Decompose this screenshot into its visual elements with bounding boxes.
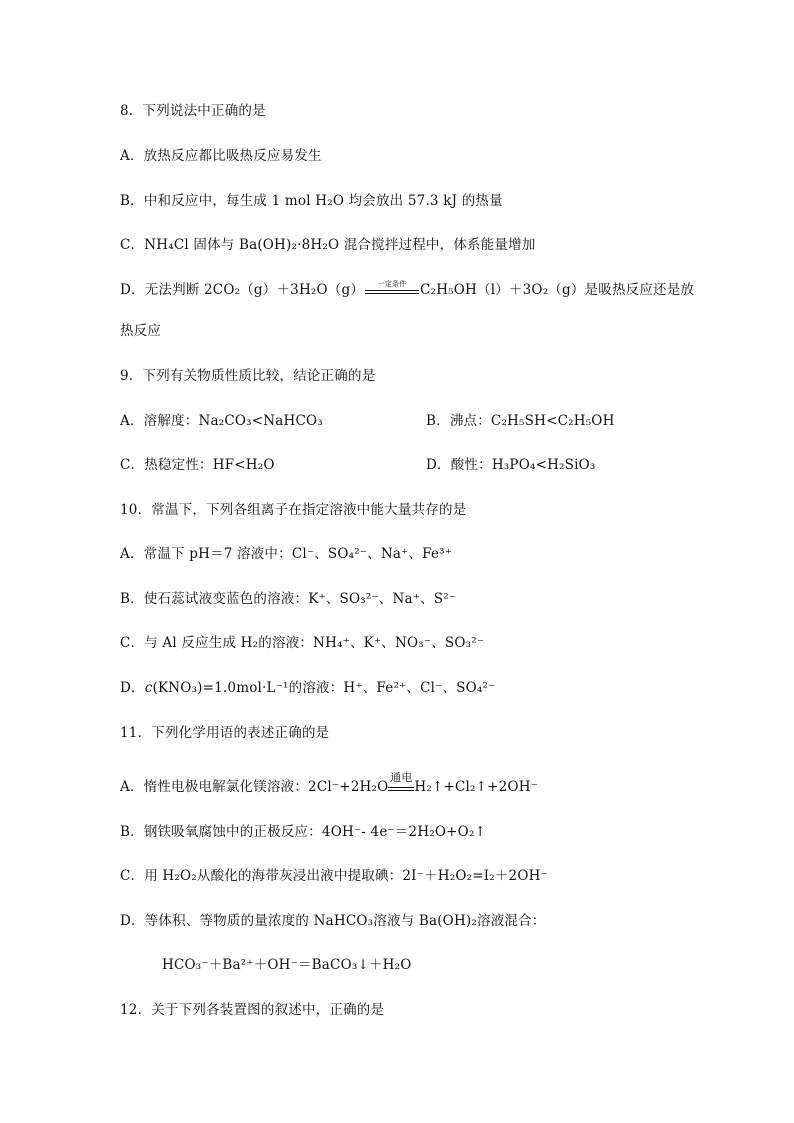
- q10-d-prefix: D．: [120, 680, 145, 696]
- q11-option-d-equation: HCO₃⁻＋Ba²⁺＋OH⁻＝BaCO₃↓＋H₂O: [162, 957, 412, 973]
- q9-stem: 9．下列有关物质性质比较，结论正确的是: [120, 368, 376, 384]
- q10-stem: 10．常温下，下列各组离子在指定溶液中能大量共存的是: [120, 502, 467, 518]
- q8-stem: 8．下列说法中正确的是: [120, 103, 266, 119]
- q8-d-suffix: C₂H₅OH（l）＋3O₂（g）是吸热反应还是放: [420, 282, 695, 298]
- q11-stem: 11．下列化学用语的表述正确的是: [120, 725, 330, 741]
- reaction-condition-text: 一定条件: [377, 279, 407, 288]
- q10-d-variable: c: [144, 680, 153, 696]
- q11-option-b: B．钢铁吸氧腐蚀中的正极反应：4OH⁻- 4e⁻＝2H₂O+O₂↑: [120, 824, 487, 840]
- q10-option-d: [120, 679, 495, 697]
- q8-option-a: A．放热反应都比吸热反应易发生: [120, 148, 322, 164]
- q10-d-rest: (KNO₃)=1.0mol·L⁻¹的溶液：H⁺、Fe²⁺、Cl⁻、SO₄²⁻: [152, 680, 496, 696]
- reaction-condition-arrow: [365, 279, 419, 298]
- q12-stem: 12．关于下列各装置图的叙述中，正确的是: [120, 1002, 385, 1018]
- q10-option-b: B．使石蕊试液变蓝色的溶液：K⁺、SO₃²⁻、Na⁺、S²⁻: [120, 591, 457, 607]
- q11-a-prefix: A．惰性电极电解氯化镁溶液：2Cl⁻+2H₂O: [120, 779, 389, 795]
- q10-option-c: C．与 Al 反应生成 H₂的溶液：NH₄⁺、K⁺、NO₃⁻、SO₃²⁻: [120, 635, 485, 651]
- q8-option-b: B．中和反应中，每生成 1 mol H₂O 均会放出 57.3 kJ 的热量: [120, 193, 503, 209]
- q11-option-d: D．等体积、等物质的量浓度的 NaHCO₃溶液与 Ba(OH)₂溶液混合：: [120, 913, 546, 929]
- q8-d-prefix: D．无法判断 2CO₂（g）＋3H₂O（g）: [120, 282, 365, 298]
- q11-option-c: C．用 H₂O₂从酸化的海带灰浸出液中提取碘：2I⁻＋H₂O₂=I₂＋2OH⁻: [120, 868, 548, 884]
- q11-a-suffix: H₂↑+Cl₂↑+2OH⁻: [414, 779, 539, 795]
- electrolysis-condition-arrow: [388, 770, 414, 795]
- q9-option-c: C．热稳定性：HF<H₂O: [120, 457, 275, 473]
- electrolysis-condition-text: 通电: [390, 770, 413, 784]
- q11-option-a: [120, 770, 539, 796]
- q8-option-d: [120, 281, 694, 299]
- q9-option-d: D．酸性：H₃PO₄<H₂SiO₃: [426, 457, 596, 473]
- q9-option-a: A．溶解度：Na₂CO₃<NaHCO₃: [120, 413, 323, 429]
- q8-option-c: C．NH₄Cl 固体与 Ba(OH)₂·8H₂O 混合搅拌过程中，体系能量增加: [120, 237, 536, 253]
- q9-option-b: B．沸点：C₂H₅SH<C₂H₅OH: [426, 413, 615, 429]
- q10-option-a: A．常温下 pH＝7 溶液中：Cl⁻、SO₄²⁻、Na⁺、Fe³⁺: [120, 546, 453, 562]
- q8-option-d-cont: 热反应: [120, 323, 162, 339]
